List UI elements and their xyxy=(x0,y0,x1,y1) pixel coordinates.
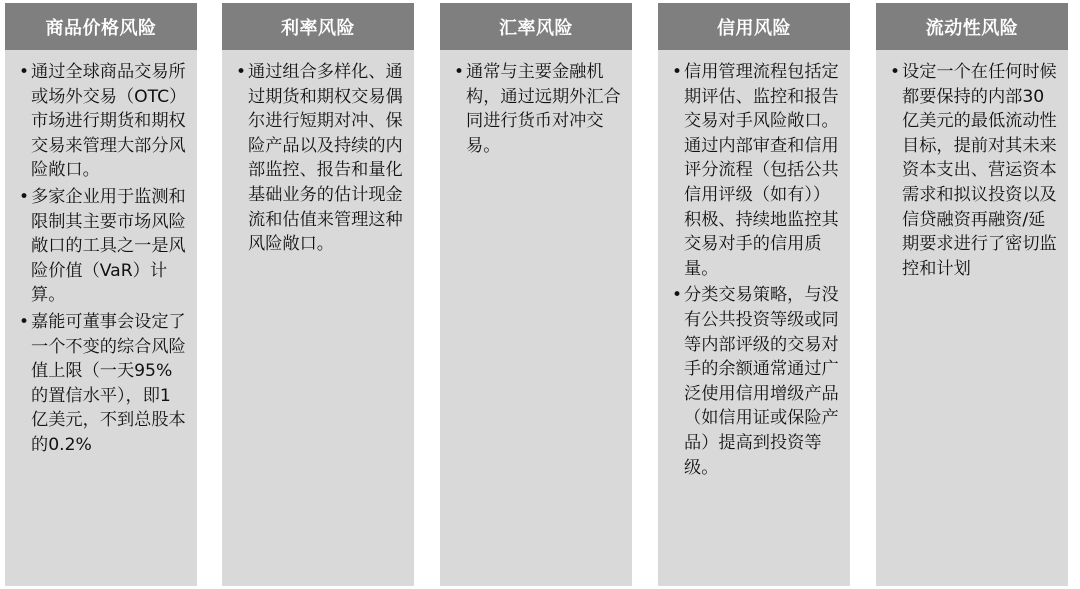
bullet-icon: • xyxy=(19,62,30,82)
bullet-icon: • xyxy=(890,62,901,82)
bullet-list xyxy=(440,50,632,158)
bullet-item xyxy=(19,60,187,183)
bullet-icon: • xyxy=(454,62,465,82)
column-credit-risk xyxy=(658,3,850,586)
column-title: 汇率风险 xyxy=(440,3,632,50)
bullet-text: 多家企业用于监测和限制其主要市场风险敞口的工具之一是风险价值（VaR）计算。 xyxy=(31,186,186,306)
bullet-text: 分类交易策略，与没有公共投资等级或同等内部评级的交易对手的余额通常通过广泛使用信用增级产品（如信用证或保险产品）提高到投资等级。 xyxy=(684,285,839,478)
bullet-item xyxy=(19,310,187,458)
column-title: 利率风险 xyxy=(222,3,414,50)
bullet-item xyxy=(19,185,187,308)
bullet-item xyxy=(890,60,1058,281)
column-title: 商品价格风险 xyxy=(5,3,197,50)
bullet-list xyxy=(222,50,414,257)
bullet-text: 通过组合多样化、通过期货和期权交易偶尔进行短期对冲、保险产品以及持续的内部监控、报告和量化基础业务的估计现金流和估值来管理这种风险敞口。 xyxy=(248,62,403,255)
bullet-icon: • xyxy=(19,311,30,332)
bullet-item xyxy=(672,60,840,281)
bullet-icon: • xyxy=(236,62,247,82)
bullet-icon: • xyxy=(19,186,30,207)
bullet-item xyxy=(454,60,622,158)
bullet-item xyxy=(236,60,404,257)
bullet-list xyxy=(876,50,1068,281)
bullet-icon: • xyxy=(672,285,683,306)
bullet-text: 嘉能可董事会设定了一个不变的综合风险值上限（一天95%的置信水平），即1亿美元，不到总股本的0.2% xyxy=(31,311,186,455)
column-commodity-price-risk xyxy=(5,3,197,586)
bullet-text: 通常与主要金融机构，通过远期外汇合同进行货币对冲交易。 xyxy=(466,62,621,156)
column-interest-rate-risk xyxy=(222,3,414,586)
bullet-text: 通过全球商品交易所或场外交易（OTC）市场进行期货和期权交易来管理大部分风险敞口。 xyxy=(31,62,187,181)
column-title: 流动性风险 xyxy=(876,3,1068,50)
bullet-list xyxy=(5,50,197,458)
bullet-text: 信用管理流程包括定期评估、监控和报告交易对手风险敞口。通过内部审查和信用评分流程（包括公共信用评级（如有））积极、持续地监控其交易对手的信用质量。 xyxy=(684,62,839,279)
bullet-list xyxy=(658,50,850,480)
column-fx-risk xyxy=(440,3,632,586)
bullet-item xyxy=(672,283,840,480)
column-liquidity-risk xyxy=(876,3,1068,586)
bullet-icon: • xyxy=(672,62,683,82)
bullet-text: 设定一个在任何时候都要保持的内部30亿美元的最低流动性目标，提前对其未来资本支出、营运资本需求和拟议投资以及信贷融资再融资/延期要求进行了密切监控和计划 xyxy=(902,62,1057,279)
column-title: 信用风险 xyxy=(658,3,850,50)
